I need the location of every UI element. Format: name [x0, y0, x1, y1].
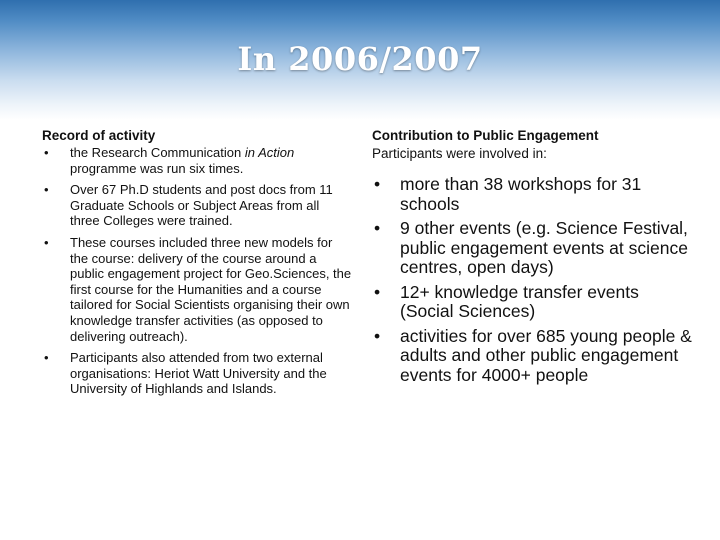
left-heading: Record of activity [42, 128, 156, 143]
slide-title: In 2006/2007 [237, 40, 483, 78]
list-item: • Over 67 Ph.D students and post docs from 11 Graduate Schools or Subject Areas from all three Colleges were trained. [44, 182, 333, 229]
bullet-icon: • [374, 218, 381, 238]
list-item: • activities for over 685 young people & adults and other public engagement events for 4000+ people [374, 325, 692, 385]
right-column [372, 127, 692, 390]
right-heading: Contribution to Public Engagement [372, 128, 599, 143]
bullet-icon: • [374, 281, 381, 302]
engagement-list [372, 175, 692, 385]
list-item: • 12+ knowledge transfer events (Social Sciences) [374, 281, 639, 321]
bullet-icon: • [44, 350, 49, 366]
bullet-icon: • [44, 182, 49, 198]
list-item: • Participants also attended from two external organisations: Heriot Watt University and the University of Highlands and Islands. [44, 350, 327, 397]
list-item: • more than 38 workshops for 31 schools [374, 174, 642, 214]
bullet-icon: • [44, 234, 49, 250]
bullet-icon: • [374, 325, 381, 346]
bullet-icon: • [374, 174, 381, 194]
list-item: • These courses included three new models for the course: delivery of the course around a public engagement project for Geo.Sciences, the first course for the Humanities and a course tailored for Social Scientists organising their own knowledge transfer activities (as opposed to delivering outreach). [44, 234, 352, 344]
bullet-icon: • [44, 145, 49, 160]
list-item: • the Research Communication in Action programme was run six times. [44, 145, 295, 176]
right-intro: Participants were involved in: [372, 146, 547, 161]
activity-list [42, 145, 352, 397]
left-column [42, 127, 352, 403]
list-item: • 9 other events (e.g. Science Festival, public engagement events at science centres, open days) [374, 218, 688, 277]
